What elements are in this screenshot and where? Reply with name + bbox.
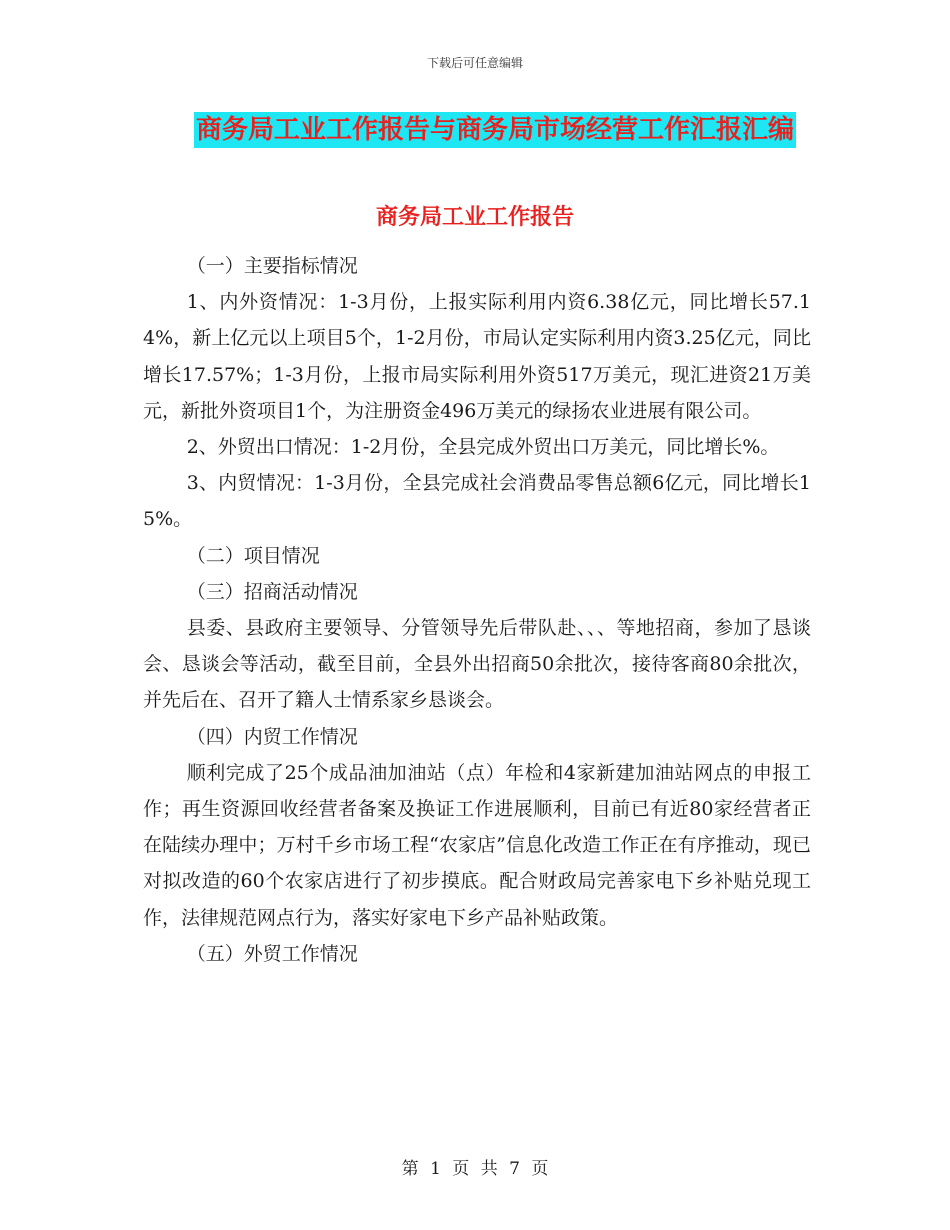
paragraph-domestic-work: 顺利完成了25个成品油加油站（点）年检和4家新建加油站网点的申报工作；再生资源回收经营者备案及换证工作进展顺利，目前已有近80家经营者正在陆续办理中；万村千乡市场工程“农家店”信息化改造工作正在有序推动，现已对拟改造的60个农家店进行了初步摸底。配合财政局完善家电下乡补贴兑现工作，法律规范网点行为，落实好家电下乡产品补贴政策。 [143, 761, 811, 929]
section-heading-domestic-work: （四）内贸工作情况 [186, 725, 358, 748]
document-main-title: 商务局工业工作报告与商务局市场经营工作汇报汇编 [194, 112, 796, 148]
paragraph-investment-promotion: 县委、县政府主要领导、分管领导先后带队赴、、、等地招商，参加了恳谈会、恳谈会等活动，截至目前，全县外出招商50余批次，接待客商80余批次，并先后在、召开了籍人士情系家乡恳谈会。 [143, 617, 811, 712]
document-body [143, 248, 811, 972]
section-title: 商务局工业工作报告 [375, 205, 574, 230]
paragraph-export: 2、外贸出口情况：1-2月份，全县完成外贸出口万美元，同比增长%。 [186, 436, 780, 459]
section-heading-projects: （二）项目情况 [186, 544, 320, 567]
page-footer: 第 1 页 共 7 页 [401, 1159, 549, 1179]
header-note: 下载后可任意编辑 [426, 56, 523, 70]
section-heading-investment-promotion: （三）招商活动情况 [186, 580, 358, 603]
paragraph-domestic-trade: 3、内贸情况：1-3月份，全县完成社会消费品零售总额6亿元，同比增长15%。 [143, 472, 811, 531]
paragraph-investment: 1、内外资情况：1-3月份，上报实际利用内资6.38亿元，同比增长57.14%，新上亿元以上项目5个，1-2月份，市局认定实际利用内资3.25亿元，同比增长17.57%；1-3月份，上报市局实际利用外资517万美元，现汇进资21万美元，新批外资项目1个，为注册资金496万美元的绿扬农业进展有限公司。 [143, 291, 811, 422]
section-heading-foreign-trade: （五）外贸工作情况 [186, 942, 358, 965]
section-heading-indicators: （一）主要指标情况 [186, 255, 358, 277]
